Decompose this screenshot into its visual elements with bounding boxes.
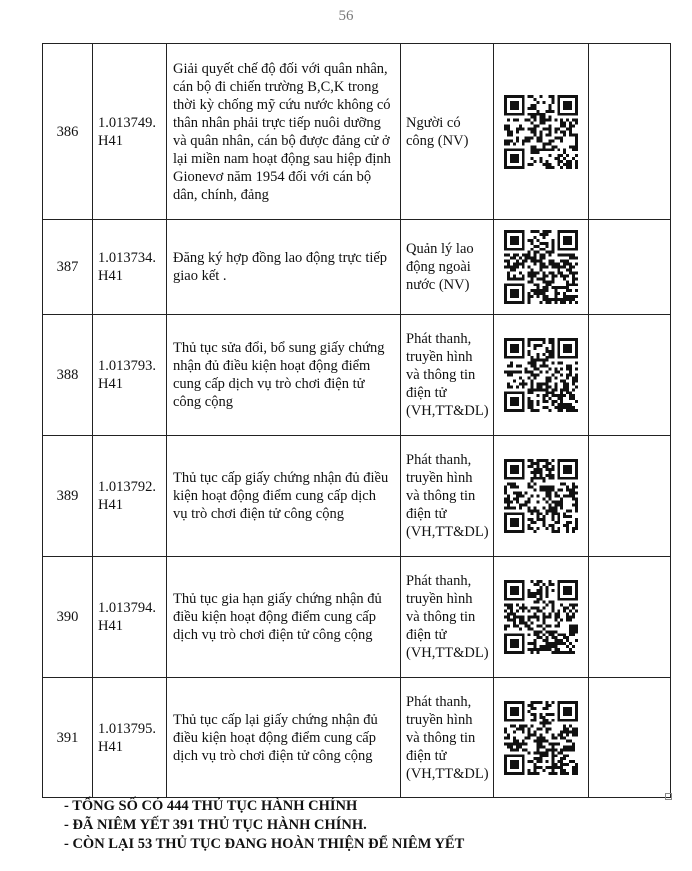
row-number: 387 xyxy=(43,220,93,315)
procedure-name: Thủ tục cấp giấy chứng nhận đủ điều kiện hoạt động điểm cung cấp dịch vụ trò chơi điện tử công cộng xyxy=(167,436,401,557)
qr-cell xyxy=(494,315,589,436)
procedure-name: Thủ tục cấp lại giấy chứng nhận đủ điều kiện hoạt động điểm cung cấp dịch vụ trò chơi điện tử công cộng xyxy=(167,678,401,798)
summary-listed: - ĐÃ NIÊM YẾT 391 THỦ TỤC HÀNH CHÍNH. xyxy=(64,817,367,833)
procedure-field: Phát thanh, truyền hình và thông tin điện tử (VH,TT&DL) xyxy=(401,436,494,557)
procedure-code xyxy=(93,220,167,315)
qr-cell xyxy=(494,220,589,315)
procedure-code-part: 1.013794. xyxy=(98,600,156,616)
qr-code-icon xyxy=(504,230,578,304)
procedure-code xyxy=(93,44,167,220)
empty-cell xyxy=(589,44,671,220)
row-number: 390 xyxy=(43,557,93,678)
procedure-name: Thủ tục gia hạn giấy chứng nhận đủ điều kiện hoạt động điểm cung cấp dịch vụ trò chơi điện tử công cộng xyxy=(167,557,401,678)
qr-cell xyxy=(494,436,589,557)
table-row xyxy=(43,315,671,436)
qr-code-icon xyxy=(504,580,578,654)
empty-cell xyxy=(589,436,671,557)
row-number: 386 xyxy=(43,44,93,220)
procedure-name: Giải quyết chế độ đối với quân nhân, cán bộ đi chiến trường B,C,K trong thời kỳ chống mỹ cứu nước không có thân nhân phải trực tiếp nuôi dưỡng và quân nhân, cán bộ được đảng cử ở lại miền nam hoạt động sau hiệp định Gionevơ năm 1954 đối với cán bộ dân, chính, đảng xyxy=(167,44,401,220)
empty-cell xyxy=(589,557,671,678)
procedure-code-part: H41 xyxy=(98,268,123,284)
procedure-code xyxy=(93,557,167,678)
procedure-table xyxy=(42,43,671,798)
procedure-field: Người có công (NV) xyxy=(401,44,494,220)
procedure-code-part: 1.013749. xyxy=(98,114,156,131)
row-number: 391 xyxy=(43,678,93,798)
procedure-code xyxy=(93,678,167,798)
page-number: 56 xyxy=(338,8,354,24)
procedure-code-part: 1.013793. xyxy=(98,358,156,374)
row-number: 388 xyxy=(43,315,93,436)
procedure-code-part: H41 xyxy=(98,738,123,755)
table-row xyxy=(43,220,671,315)
procedure-field: Phát thanh, truyền hình và thông tin điện tử (VH,TT&DL) xyxy=(401,678,494,798)
procedure-name: Thủ tục sửa đổi, bổ sung giấy chứng nhận đủ điều kiện hoạt động điểm cung cấp dịch vụ trò chơi điện tử công cộng xyxy=(167,315,401,436)
procedure-code-part: H41 xyxy=(98,618,123,634)
empty-cell xyxy=(589,315,671,436)
procedure-code-part: 1.013734. xyxy=(98,250,156,266)
table-end-marker xyxy=(665,793,672,800)
qr-code-icon xyxy=(504,459,578,533)
procedure-name: Đăng ký hợp đồng lao động trực tiếp giao kết . xyxy=(167,220,401,315)
procedure-field: Quản lý lao động ngoài nước (NV) xyxy=(401,220,494,315)
row-number: 389 xyxy=(43,436,93,557)
qr-code-icon xyxy=(504,338,578,412)
procedure-code xyxy=(93,436,167,557)
table-row xyxy=(43,44,671,220)
table-row xyxy=(43,557,671,678)
procedure-field: Phát thanh, truyền hình và thông tin điện tử (VH,TT&DL) xyxy=(401,315,494,436)
procedure-code-part: H41 xyxy=(98,376,123,392)
qr-cell xyxy=(494,44,589,220)
qr-cell xyxy=(494,678,589,798)
procedure-field: Phát thanh, truyền hình và thông tin điện tử (VH,TT&DL) xyxy=(401,557,494,678)
procedure-code-part: H41 xyxy=(98,497,123,513)
qr-code-icon xyxy=(504,701,578,775)
table-row xyxy=(43,436,671,557)
summary-block xyxy=(64,797,464,854)
procedure-code-part: 1.013792. xyxy=(98,479,156,495)
procedure-code-part: 1.013795. xyxy=(98,720,156,737)
procedure-code-part: H41 xyxy=(98,132,123,149)
summary-remaining: - CÒN LẠI 53 THỦ TỤC ĐANG HOÀN THIỆN ĐỂ NIÊM YẾT xyxy=(64,836,465,852)
qr-code-icon xyxy=(504,95,578,169)
summary-total: - TỔNG SỐ CÓ 444 THỦ TỤC HÀNH CHÍNH xyxy=(64,798,358,814)
table-row xyxy=(43,678,671,798)
empty-cell xyxy=(589,678,671,798)
procedure-code xyxy=(93,315,167,436)
qr-cell xyxy=(494,557,589,678)
empty-cell xyxy=(589,220,671,315)
